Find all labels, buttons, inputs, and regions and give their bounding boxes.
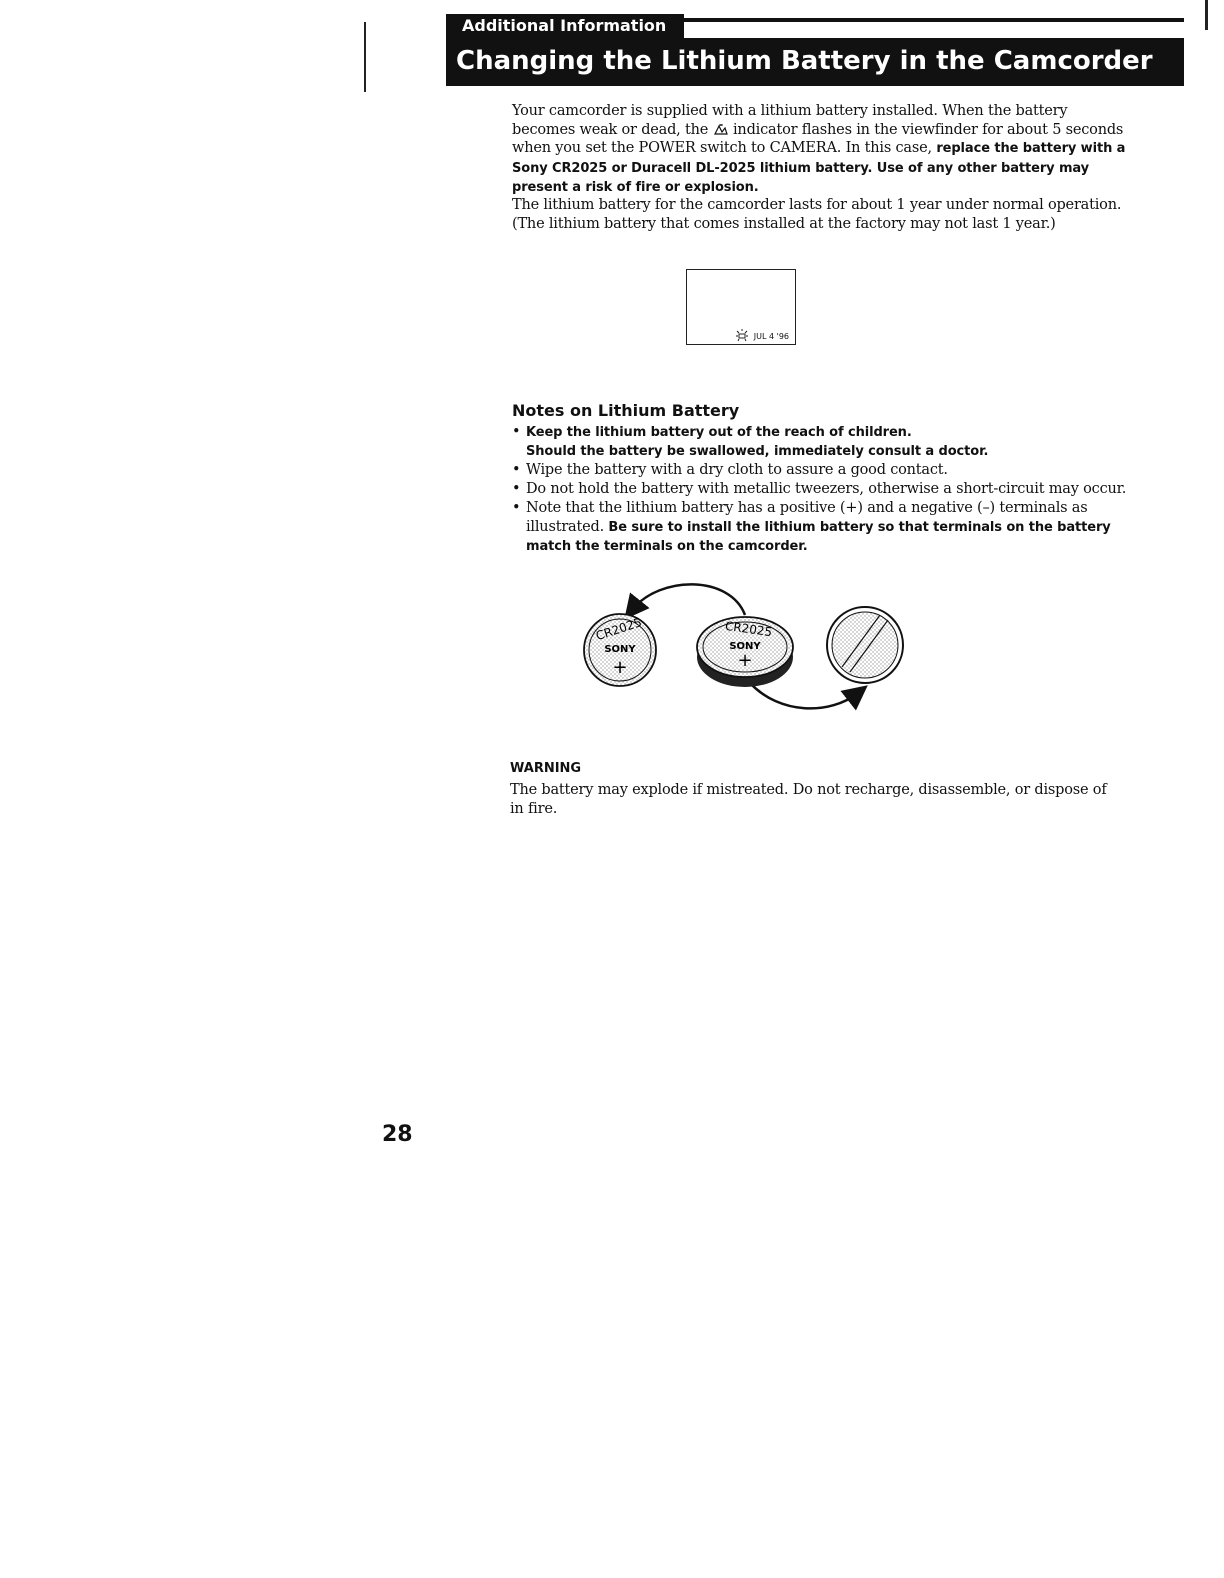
- battery-right: [827, 607, 903, 683]
- section-label: Additional Information: [446, 14, 684, 38]
- note-children-line2: Should the battery be swallowed, immediately consult a doctor.: [526, 444, 989, 459]
- arrow-bottom: [750, 683, 858, 708]
- battery-middle-model: CR2025: [724, 618, 773, 640]
- lifespan-paragraph: [512, 196, 1128, 233]
- note-item-tweezers: • Do not hold the battery with metallic tweezers, otherwise a short-circuit may occur.: [512, 480, 1128, 499]
- intro-paragraph: [512, 102, 1128, 198]
- battery-middle: [697, 617, 793, 687]
- viewfinder-date-row: [733, 328, 789, 342]
- flashing-battery-indicator-icon: [733, 328, 751, 342]
- note-children-line1: • Keep the lithium battery out of the reach of children.: [526, 425, 912, 440]
- note-item-children: [512, 423, 1128, 461]
- notes-title: Notes on Lithium Battery: [512, 401, 740, 420]
- battery-left-brand: SONY: [604, 644, 636, 655]
- notes-list: [512, 423, 1128, 556]
- intro-text-b: indicator flashes in the viewfinder for about 5 seconds when you set the POWER switch to CAMERA. In this case,: [512, 121, 1124, 156]
- arrow-top: [632, 584, 745, 615]
- battery-left-plus: +: [612, 657, 628, 678]
- battery-middle-plus: +: [737, 650, 753, 671]
- lifespan-line1: The lithium battery for the camcorder lasts for about 1 year under normal operation.: [512, 197, 1122, 213]
- page-number: 28: [382, 1122, 413, 1147]
- warning-title: WARNING: [510, 761, 582, 776]
- intro-warning-bold: replace the battery with a Sony CR2025 or Duracell DL-2025 lithium battery. Use of any other battery may present a risk of fire or explosion.: [512, 141, 1126, 195]
- page-title: Changing the Lithium Battery in the Camcorder: [446, 38, 1184, 86]
- lithium-battery-indicator-icon: [713, 123, 729, 136]
- battery-middle-brand: SONY: [729, 641, 761, 652]
- section-rule: [684, 18, 1184, 22]
- page-edge-mark-right: [1205, 0, 1208, 30]
- note-terminals-bold: Be sure to install the lithium battery so that terminals on the battery match the terminals on the camcorder.: [526, 520, 1111, 554]
- viewfinder-date: JUL 4 '96: [753, 332, 789, 341]
- battery-installation-illustration: [580, 575, 920, 725]
- note-item-wipe: • Wipe the battery with a dry cloth to assure a good contact.: [512, 461, 1128, 480]
- note-terminals-text: Note that the lithium battery has a positive (+) and a negative (–) terminals as illustrated.: [526, 500, 1088, 535]
- battery-left-model: CR2025: [594, 615, 644, 644]
- page-edge-mark-left: [364, 22, 366, 92]
- note-item-terminals: [512, 499, 1128, 556]
- warning-text: The battery may explode if mistreated. Do not recharge, disassemble, or dispose of in fire.: [510, 782, 1107, 817]
- intro-text-a: Your camcorder is supplied with a lithium battery installed. When the battery becomes weak or dead, the: [512, 103, 1068, 138]
- battery-left: [584, 614, 656, 686]
- lifespan-line2: (The lithium battery that comes installed at the factory may not last 1 year.): [512, 215, 1056, 232]
- viewfinder-display: [686, 269, 796, 345]
